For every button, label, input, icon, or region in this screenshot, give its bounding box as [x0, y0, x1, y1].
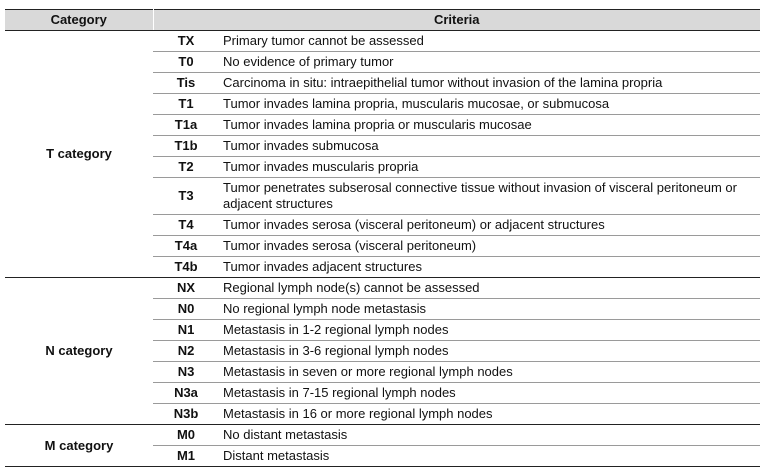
- tnm-staging-table: [5, 9, 760, 467]
- stage-code: M1: [153, 446, 219, 467]
- stage-code: T1b: [153, 136, 219, 157]
- header-criteria: Criteria: [153, 10, 760, 31]
- table-row: [5, 278, 760, 299]
- stage-code: T0: [153, 52, 219, 73]
- category-label: M category: [5, 425, 153, 467]
- criteria-text: Metastasis in 7-15 regional lymph nodes: [219, 383, 760, 404]
- criteria-text: Tumor penetrates subserosal connective tissue without invasion of visceral peritoneum or adjacent structures: [219, 178, 760, 215]
- criteria-text: No evidence of primary tumor: [219, 52, 760, 73]
- criteria-text: Metastasis in 16 or more regional lymph nodes: [219, 404, 760, 425]
- stage-code: T4a: [153, 236, 219, 257]
- stage-code: T4b: [153, 257, 219, 278]
- criteria-text: No regional lymph node metastasis: [219, 299, 760, 320]
- header-category: Category: [5, 10, 153, 31]
- criteria-text: Metastasis in 3-6 regional lymph nodes: [219, 341, 760, 362]
- stage-code: TX: [153, 31, 219, 52]
- stage-code: N3a: [153, 383, 219, 404]
- stage-code: M0: [153, 425, 219, 446]
- criteria-text: Tumor invades serosa (visceral peritoneum) or adjacent structures: [219, 215, 760, 236]
- tnm-table-container: [5, 9, 760, 467]
- stage-code: T2: [153, 157, 219, 178]
- criteria-text: Tumor invades muscularis propria: [219, 157, 760, 178]
- criteria-text: Tumor invades lamina propria, muscularis mucosae, or submucosa: [219, 94, 760, 115]
- stage-code: N1: [153, 320, 219, 341]
- category-label: N category: [5, 278, 153, 425]
- stage-code: N2: [153, 341, 219, 362]
- criteria-text: Tumor invades adjacent structures: [219, 257, 760, 278]
- table-body: [5, 31, 760, 467]
- stage-code: N3: [153, 362, 219, 383]
- stage-code: Tis: [153, 73, 219, 94]
- stage-code: T4: [153, 215, 219, 236]
- criteria-text: Regional lymph node(s) cannot be assessed: [219, 278, 760, 299]
- criteria-text: Tumor invades serosa (visceral peritoneum): [219, 236, 760, 257]
- category-label: T category: [5, 31, 153, 278]
- criteria-text: Metastasis in 1-2 regional lymph nodes: [219, 320, 760, 341]
- criteria-text: Distant metastasis: [219, 446, 760, 467]
- criteria-text: Tumor invades submucosa: [219, 136, 760, 157]
- criteria-text: Carcinoma in situ: intraepithelial tumor without invasion of the lamina propria: [219, 73, 760, 94]
- table-row: [5, 425, 760, 446]
- stage-code: T1a: [153, 115, 219, 136]
- table-row: [5, 31, 760, 52]
- table-header-row: [5, 10, 760, 31]
- criteria-text: Metastasis in seven or more regional lymph nodes: [219, 362, 760, 383]
- stage-code: N3b: [153, 404, 219, 425]
- stage-code: N0: [153, 299, 219, 320]
- criteria-text: Primary tumor cannot be assessed: [219, 31, 760, 52]
- stage-code: T1: [153, 94, 219, 115]
- stage-code: NX: [153, 278, 219, 299]
- criteria-text: No distant metastasis: [219, 425, 760, 446]
- stage-code: T3: [153, 178, 219, 215]
- criteria-text: Tumor invades lamina propria or muscularis mucosae: [219, 115, 760, 136]
